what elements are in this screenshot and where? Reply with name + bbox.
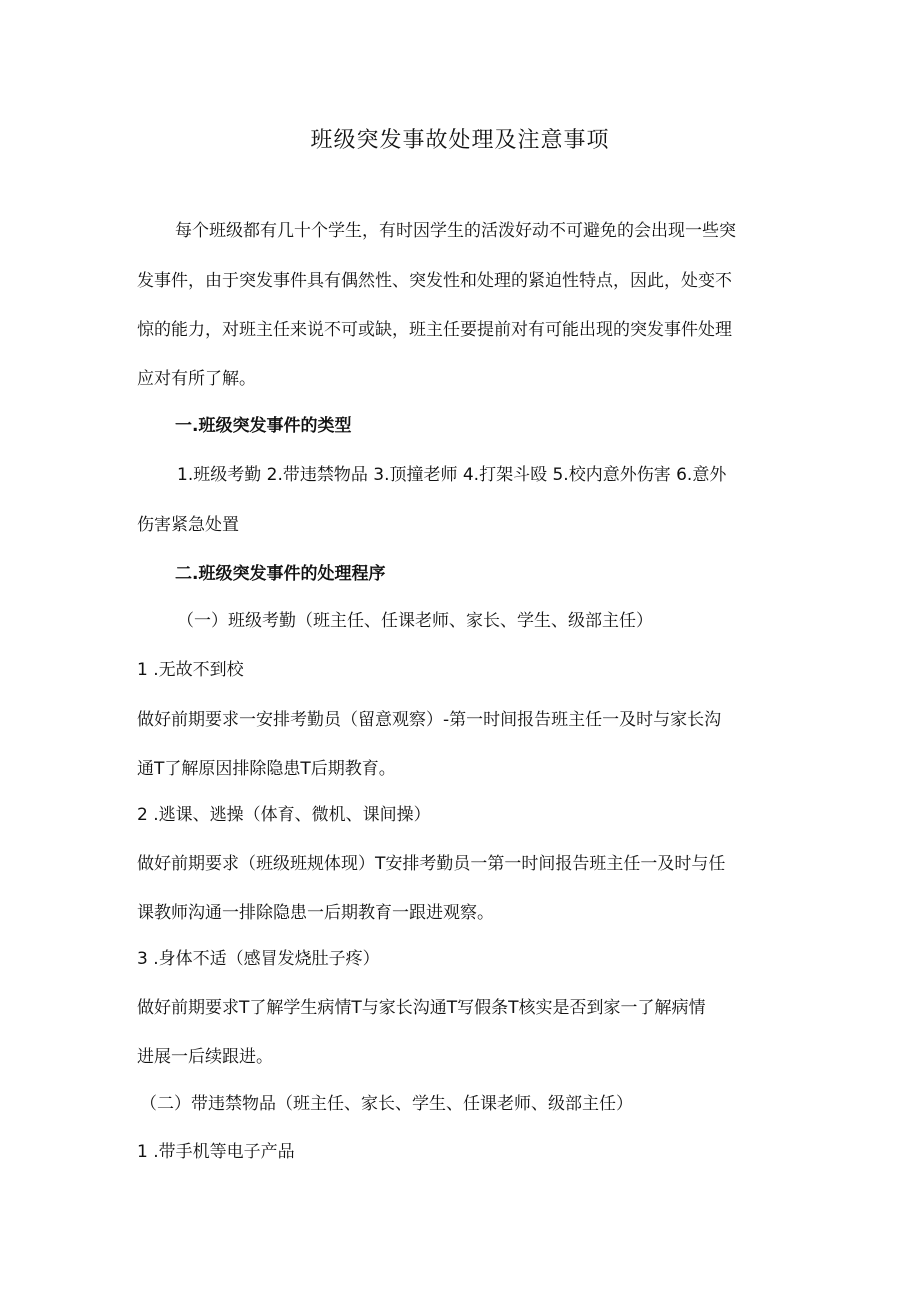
subsection-heading-2: （二）带违禁物品（班主任、家长、学生、任课老师、级部主任） bbox=[140, 1094, 633, 1114]
paragraph-intro-line-3: 惊的能力，对班主任来说不可或缺，班主任要提前对有可能出现的突发事件处理 bbox=[137, 320, 732, 340]
paragraph-intro-line-4: 应对有所了解。 bbox=[137, 369, 256, 389]
item-1-heading: 1 .无故不到校 bbox=[137, 660, 244, 680]
item-2-heading: 2 .逃课、逃操（体育、微机、课间操） bbox=[137, 805, 431, 825]
item-1-text-line-2: 通T了解原因排除隐患T后期教育。 bbox=[137, 759, 396, 779]
item-1-text-line-1: 做好前期要求一安排考勤员（留意观察）-第一时间报告班主任一及时与家长沟 bbox=[137, 710, 722, 730]
item-3-text-line-1: 做好前期要求T了解学生病情T与家长沟通T写假条T核实是否到家一了解病情 bbox=[137, 998, 706, 1018]
list-types-line-2: 伤害紧急处置 bbox=[137, 515, 239, 535]
item-4-heading: 1 .带手机等电子产品 bbox=[137, 1142, 295, 1162]
item-2-text-line-2: 课教师沟通一排除隐患一后期教育一跟进观察。 bbox=[137, 903, 494, 923]
paragraph-intro-line-2: 发事件，由于突发事件具有偶然性、突发性和处理的紧迫性特点，因此，处变不 bbox=[137, 271, 732, 291]
item-3-text-line-2: 进展一后续跟进。 bbox=[137, 1047, 273, 1067]
section-heading-1: 一.班级突发事件的类型 bbox=[175, 416, 352, 436]
document-title: 班级突发事故处理及注意事项 bbox=[310, 128, 610, 153]
subsection-heading-1: （一）班级考勤（班主任、任课老师、家长、学生、级部主任） bbox=[177, 611, 653, 631]
item-3-heading: 3 .身体不适（感冒发烧肚子疼） bbox=[137, 949, 380, 969]
list-types-line-1: 1.班级考勤 2.带违禁物品 3.顶撞老师 4.打架斗殴 5.校内意外伤害 6.意外 bbox=[177, 465, 727, 485]
section-heading-2: 二.班级突发事件的处理程序 bbox=[175, 564, 386, 584]
item-2-text-line-1: 做好前期要求（班级班规体现）T安排考勤员一第一时间报告班主任一及时与任 bbox=[137, 854, 726, 874]
paragraph-intro-line-1: 每个班级都有几十个学生，有时因学生的活泼好动不可避免的会出现一些突 bbox=[175, 221, 736, 241]
